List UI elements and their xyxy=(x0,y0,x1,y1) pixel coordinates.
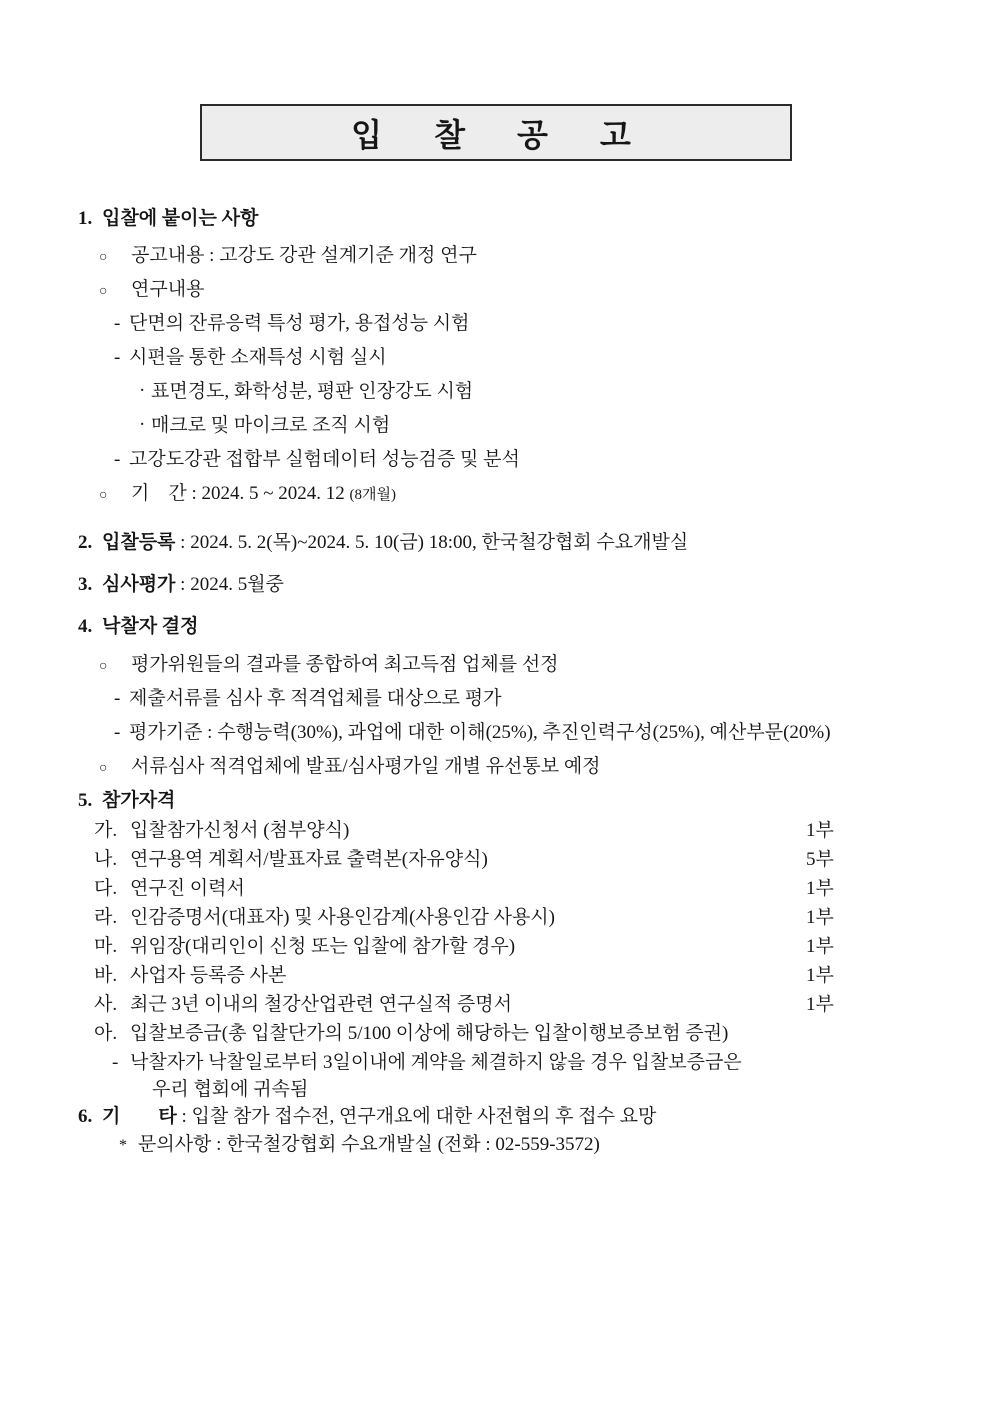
contact-info-line xyxy=(0,1133,992,1157)
row-label: 사. xyxy=(94,994,118,1015)
row-count: 1부 xyxy=(806,878,834,899)
list-item-text: 매크로 및 마이크로 조직 시험 xyxy=(151,415,391,436)
row-label: 아. xyxy=(94,1023,118,1044)
document-row xyxy=(0,1022,992,1046)
list-item-text: 제출서류를 심사 후 적격업체를 대상으로 평가 xyxy=(129,688,502,709)
list-item-text: 연구내용 xyxy=(131,279,205,300)
section-heading-detail: : 2024. 5. 2(목)~2024. 5. 10(금) 18:00, 한국철강협회 수요개발실 xyxy=(175,532,689,553)
circle-bullet: ○ xyxy=(99,761,108,776)
list-item-text: 기 간 : 2024. 5 ~ 2024. 12 xyxy=(131,483,350,504)
list-item xyxy=(0,244,992,268)
row-count: 1부 xyxy=(806,936,834,957)
section-number: 4. xyxy=(78,616,93,637)
list-item-text: 서류심사 적격업체에 발표/심사평가일 개별 유선통보 예정 xyxy=(131,756,601,777)
dash-bullet: - xyxy=(114,688,121,709)
dash-bullet: - xyxy=(114,313,121,334)
dot-bullet: · xyxy=(139,380,146,401)
section-heading xyxy=(0,615,992,639)
list-item xyxy=(0,721,992,745)
document-row xyxy=(0,877,992,901)
section-heading xyxy=(0,573,992,597)
list-item xyxy=(0,755,992,779)
row-text: 인감증명서(대표자) 및 사용인감계(사용인감 사용시) xyxy=(130,907,555,928)
list-item-text: 시편을 통한 소재특성 시험 실시 xyxy=(129,347,387,368)
list-item-text: 공고내용 : 고강도 강관 설계기준 개정 연구 xyxy=(131,245,477,266)
deposit-note-continuation xyxy=(0,1078,992,1102)
document-row xyxy=(0,819,992,843)
row-count: 1부 xyxy=(806,965,834,986)
list-item xyxy=(0,380,992,404)
list-item xyxy=(0,312,992,336)
list-item xyxy=(0,653,992,677)
list-item xyxy=(0,448,992,472)
section-heading xyxy=(0,1105,992,1129)
section-heading xyxy=(0,207,992,231)
row-label: 바. xyxy=(94,965,118,986)
section-bid-matters xyxy=(0,207,992,507)
list-item-text: 고강도강관 접합부 실험데이터 성능검증 및 분석 xyxy=(129,449,520,470)
section-winner-selection xyxy=(0,615,992,779)
section-number: 3. xyxy=(78,574,93,595)
circle-bullet: ○ xyxy=(99,250,108,265)
dash-bullet: - xyxy=(112,1052,119,1073)
dash-bullet: - xyxy=(114,449,121,470)
circle-bullet: ○ xyxy=(99,659,108,674)
row-label: 라. xyxy=(94,907,118,928)
list-item xyxy=(0,346,992,370)
dash-bullet: - xyxy=(114,347,121,368)
section-heading-detail: : 입찰 참가 접수전, 연구개요에 대한 사전협의 후 접수 요망 xyxy=(176,1106,657,1127)
section-heading-text: 입찰에 붙이는 사항 xyxy=(102,208,259,229)
document-row xyxy=(0,993,992,1017)
list-item-text: 평가기준 : 수행능력(30%), 과업에 대한 이해(25%), 추진인력구성(25%), 예산부문(20%) xyxy=(129,722,831,743)
row-label: 나. xyxy=(94,849,118,870)
row-count: 5부 xyxy=(806,849,834,870)
list-item xyxy=(0,414,992,438)
circle-bullet: ○ xyxy=(99,284,108,299)
section-heading xyxy=(0,531,992,555)
note-text: 낙찰자가 낙찰일로부터 3일이내에 계약을 체결하지 않을 경우 입찰보증금은 xyxy=(130,1052,742,1073)
section-number: 5. xyxy=(78,790,93,811)
section-heading-text: 낙찰자 결정 xyxy=(102,616,199,637)
section-etc xyxy=(0,1105,992,1157)
section-participation-requirements xyxy=(0,789,992,1102)
list-item-text: 단면의 잔류응력 특성 평가, 용접성능 시험 xyxy=(129,313,470,334)
row-label: 다. xyxy=(94,878,118,899)
list-item xyxy=(0,278,992,302)
row-text: 입찰보증금(총 입찰단가의 5/100 이상에 해당하는 입찰이행보증보험 증권) xyxy=(130,1023,729,1044)
section-heading-text: 입찰등록 xyxy=(102,532,176,553)
dash-bullet: - xyxy=(114,722,121,743)
document-row xyxy=(0,964,992,988)
dot-bullet: · xyxy=(139,414,146,435)
section-heading-text: 기 타 xyxy=(102,1106,177,1127)
document-row xyxy=(0,935,992,959)
section-number: 6. xyxy=(78,1106,93,1127)
document-title: 입 찰 공 고 xyxy=(351,116,641,153)
deposit-note-line xyxy=(0,1051,992,1075)
document-row xyxy=(0,906,992,930)
list-item xyxy=(0,687,992,711)
document-row xyxy=(0,848,992,872)
row-count: 1부 xyxy=(806,820,834,841)
asterisk-marker: * xyxy=(119,1137,127,1154)
note-text: 우리 협회에 귀속됨 xyxy=(152,1079,309,1100)
section-number: 2. xyxy=(78,532,93,553)
section-heading xyxy=(0,789,992,813)
row-text: 입찰참가신청서 (첨부양식) xyxy=(130,820,350,841)
row-label: 마. xyxy=(94,936,118,957)
circle-bullet: ○ xyxy=(99,488,108,503)
list-item-text: 평가위원들의 결과를 종합하여 최고득점 업체를 선정 xyxy=(131,654,559,675)
document-title-box xyxy=(200,104,792,161)
row-count: 1부 xyxy=(806,994,834,1015)
row-label: 가. xyxy=(94,820,118,841)
section-heading-text: 참가자격 xyxy=(102,790,176,811)
section-heading-detail: : 2024. 5월중 xyxy=(175,574,284,595)
row-text: 연구진 이력서 xyxy=(130,878,245,899)
section-bid-registration xyxy=(0,531,992,555)
list-item-text: 표면경도, 화학성분, 평판 인장강도 시험 xyxy=(151,381,474,402)
row-text: 사업자 등록증 사본 xyxy=(130,965,287,986)
document-body xyxy=(0,161,992,1157)
section-number: 1. xyxy=(78,208,93,229)
row-text: 최근 3년 이내의 철강산업관련 연구실적 증명서 xyxy=(130,994,512,1015)
row-text: 위임장(대리인이 신청 또는 입찰에 참가할 경우) xyxy=(130,936,516,957)
row-text: 연구용역 계획서/발표자료 출력본(자유양식) xyxy=(130,849,488,870)
contact-text: 문의사항 : 한국철강협회 수요개발실 (전화 : 02-559-3572) xyxy=(138,1134,600,1155)
section-evaluation-schedule xyxy=(0,573,992,597)
row-count: 1부 xyxy=(806,907,834,928)
period-duration: (8개월) xyxy=(349,487,397,503)
section-heading-text: 심사평가 xyxy=(102,574,176,595)
list-item-period xyxy=(0,482,992,507)
